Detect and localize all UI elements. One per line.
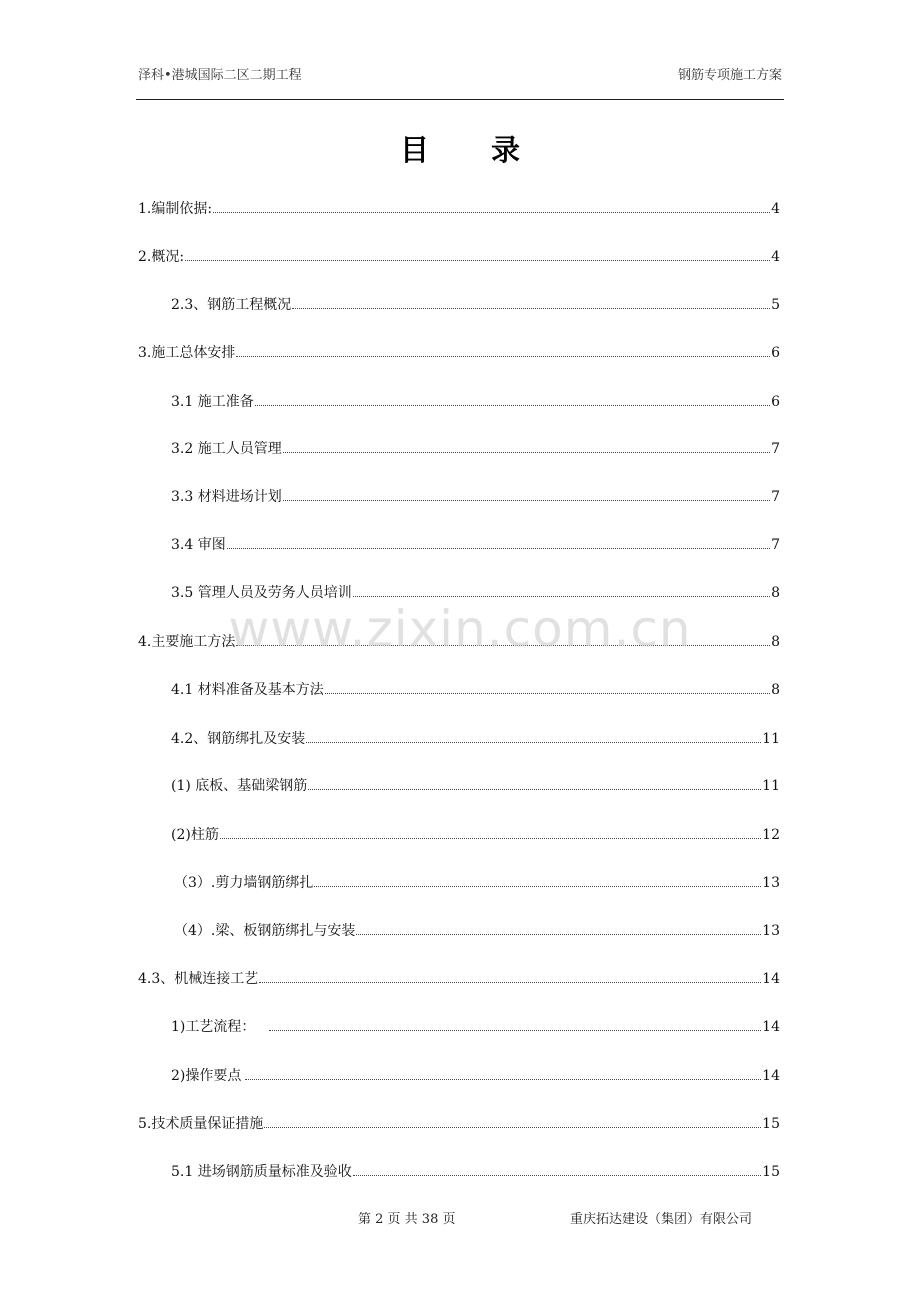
toc-leader: [220, 837, 761, 839]
toc-entry[interactable]: [138, 1112, 780, 1136]
page-header-right: 钢筋专项施工方案: [677, 68, 782, 83]
watermark: www.zixin.com.cn: [228, 600, 692, 658]
toc-entry-label: 1)工艺流程：: [171, 1019, 256, 1035]
toc-leader: [308, 788, 761, 790]
toc-entry[interactable]: [171, 1015, 780, 1039]
toc-entry-page: 15: [762, 1116, 780, 1132]
toc-entry-page: 6: [771, 394, 780, 410]
toc-entry-label: （4）.梁、板钢筋绑扎与安装: [174, 923, 356, 939]
toc-entry-page: 7: [771, 489, 780, 505]
toc-entry[interactable]: [138, 245, 780, 269]
toc-leader: [353, 1174, 761, 1176]
toc-entry-label: 3.1 施工准备: [171, 394, 254, 410]
toc-entry[interactable]: [171, 390, 780, 414]
toc-leader: [264, 1126, 761, 1128]
page-title: 目录: [399, 133, 582, 167]
toc-entry[interactable]: [171, 533, 780, 557]
toc-entry-label: 2)操作要点: [171, 1068, 242, 1084]
toc-entry-label: (2)柱筋: [171, 827, 219, 843]
toc-entry-page: 11: [762, 731, 780, 747]
toc-entry[interactable]: [138, 967, 780, 991]
toc-entry[interactable]: [171, 485, 780, 509]
toc-entry-page: 14: [762, 1019, 780, 1035]
toc-entry-page: 13: [762, 923, 780, 939]
toc-leader: [213, 211, 770, 213]
toc-entry-label: （3）.剪力墙钢筋绑扎: [174, 875, 314, 891]
toc-leader: [314, 885, 761, 887]
toc-entry-label: 2.3、钢筋工程概况: [171, 297, 292, 313]
toc-leader: [227, 547, 770, 549]
toc-entry-label: 2.概况:: [138, 249, 185, 265]
toc-entry-label: 5.1 进场钢筋质量标准及验收: [171, 1164, 352, 1180]
toc-entry-label: 3.施工总体安排: [138, 345, 236, 361]
toc-entry-page: 8: [771, 682, 780, 698]
toc-entry-page: 6: [771, 345, 780, 361]
toc-entry-label: 4.3、机械连接工艺: [138, 971, 259, 987]
toc-leader: [245, 1078, 761, 1080]
toc-entry-page: 5: [771, 297, 780, 313]
toc-entry[interactable]: [171, 1064, 780, 1088]
toc-entry-page: 8: [771, 634, 780, 650]
toc-entry-label: 5.技术质量保证措施: [138, 1116, 264, 1132]
toc-entry[interactable]: [174, 919, 780, 943]
toc-entry-label: 4.1 材料准备及基本方法: [171, 682, 324, 698]
toc-entry-label: 4.主要施工方法: [138, 634, 236, 650]
toc-entry-page: 14: [762, 1068, 780, 1084]
toc-entry-page: 7: [771, 441, 780, 457]
toc-leader: [306, 741, 761, 743]
toc-leader: [292, 307, 770, 309]
toc-entry-page: 15: [762, 1164, 780, 1180]
toc-leader: [259, 981, 761, 983]
toc-entry-page: 12: [762, 827, 780, 843]
toc-entry[interactable]: [138, 197, 780, 221]
toc-leader: [353, 595, 770, 597]
toc-leader: [269, 1029, 761, 1031]
toc-entry[interactable]: [138, 341, 780, 365]
toc-entry-label: 3.4 审图: [171, 537, 226, 553]
toc-entry[interactable]: [171, 774, 780, 798]
footer-page-info: 第 2 页 共 38 页: [358, 1212, 456, 1227]
toc-entry-page: 7: [771, 537, 780, 553]
toc-leader: [356, 933, 761, 935]
toc-entry-label: 3.3 材料进场计划: [171, 489, 282, 505]
toc-entry-page: 8: [771, 585, 780, 601]
toc-entry-label: 1.编制依据:: [138, 201, 213, 217]
toc-entry-label: (1) 底板、基础梁钢筋: [171, 778, 308, 794]
toc-entry-label: 3.2 施工人员管理: [171, 441, 282, 457]
toc-entry[interactable]: [171, 293, 780, 317]
toc-entry[interactable]: [171, 823, 780, 847]
toc-entry-page: 13: [762, 875, 780, 891]
toc-entry-page: 11: [762, 778, 780, 794]
toc-leader: [236, 355, 770, 357]
toc-leader: [283, 499, 770, 501]
toc-entry-label: 4.2、钢筋绑扎及安装: [171, 731, 306, 747]
toc-entry[interactable]: [171, 678, 780, 702]
toc-leader: [255, 404, 770, 406]
footer-company: 重庆拓达建设（集团）有限公司: [570, 1212, 753, 1227]
toc-entry[interactable]: [171, 437, 780, 461]
toc-entry[interactable]: [171, 727, 780, 751]
toc-entry-page: 4: [771, 201, 780, 217]
toc-entry-page: 4: [771, 249, 780, 265]
toc-leader: [283, 451, 770, 453]
toc-entry-page: 14: [762, 971, 780, 987]
toc-entry-label: 3.5 管理人员及劳务人员培训: [171, 585, 352, 601]
toc-leader: [185, 259, 770, 261]
toc-entry[interactable]: [171, 1160, 780, 1184]
toc-entry[interactable]: [174, 871, 780, 895]
toc-leader: [325, 692, 770, 694]
page-header-left: 泽科•港城国际二区二期工程: [138, 68, 302, 83]
